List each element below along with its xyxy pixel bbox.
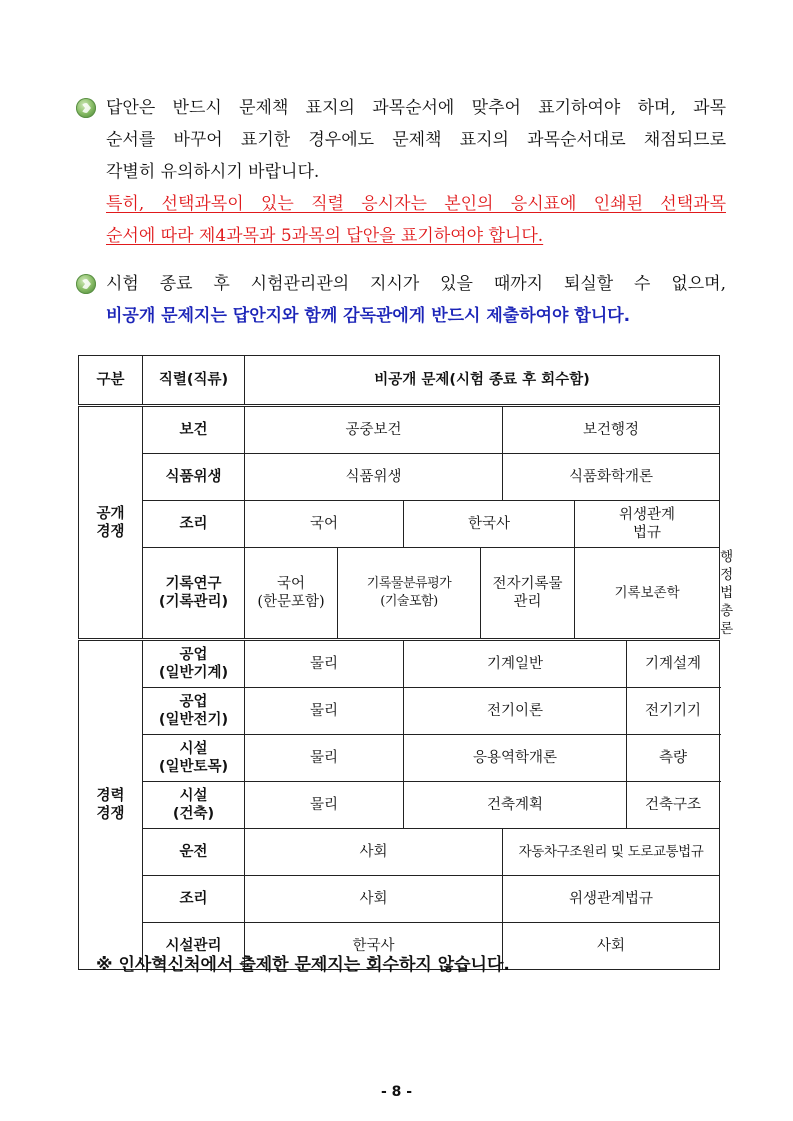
page-number: - 8 - [380,1084,413,1100]
subject-cell: 한국사 [404,501,575,548]
position-cell: 식품위생 [143,454,245,501]
table-row [79,782,720,829]
table-row [79,454,720,501]
subject-cell: 측량 [627,735,720,782]
header-position: 직렬(직류) [143,356,245,406]
subject-cell: 물리 [245,735,404,782]
subject-cell: 전자기록물 관리 [481,548,575,640]
table-header-row [79,356,720,406]
position-cell: 시설관리 [143,923,245,970]
notice-answer-order [76,92,726,252]
position-cell: 기록연구 (기록관리) [143,548,245,640]
subject-cell: 기록물분류평가 (기술포함) [338,548,481,640]
position-cell: 보건 [143,406,245,454]
table-row [79,829,720,876]
subject-cell: 국어 (한문포함) [245,548,338,640]
table-row [79,735,720,782]
subject-cell: 기계설계 [627,640,720,688]
subject-cell: 사회 [503,923,720,970]
table-row [79,640,720,688]
notice2-blue-line: 비공개 문제지는 답안지와 함께 감독관에게 반드시 제출하여야 합니다. [106,306,631,326]
notice1-red-line-1: 특히, 선택과목이 있는 직렬 응시자는 본인의 응시표에 인쇄된 선택과목 [106,194,726,214]
position-cell: 시설 (일반토목) [143,735,245,782]
subject-cell: 보건행정 [503,406,720,454]
subject-cell: 한국사 [245,923,503,970]
position-cell: 공업 (일반기계) [143,640,245,688]
subject-cell: 위생관계법규 [503,876,720,923]
subject-cell: 건축계획 [404,782,627,829]
table-row [79,501,720,548]
header-subjects: 비공개 문제(시험 종료 후 회수함) [245,356,720,406]
subject-cell: 공중보건 [245,406,503,454]
group-public: 공개 경쟁 [79,406,143,640]
subject-cell: 기록보존학 [575,548,720,640]
notice-exit [76,268,726,332]
bullet-icon [76,274,96,294]
subject-cell: 위생관계 법규 [575,501,720,548]
subject-cell: 기계일반 [404,640,627,688]
notice1-line-1: 답안은 반드시 문제책 표지의 과목순서에 맞추어 표기하여야 하며, 과목 [106,98,726,118]
subject-cell: 건축구조 [627,782,720,829]
notice1-line-3: 각별히 유의하시기 바랍니다. [106,162,320,182]
position-cell: 공업 (일반전기) [143,688,245,735]
group-career: 경력 경쟁 [79,640,143,970]
notice1-red-line-2: 순서에 따라 제4과목과 5과목의 답안을 표기하여야 합니다. [106,226,544,246]
table-row [79,406,720,454]
header-group: 구분 [79,356,143,406]
subject-cell: 국어 [245,501,404,548]
position-cell: 운전 [143,829,245,876]
subject-cell: 물리 [245,688,404,735]
position-cell: 시설 (건축) [143,782,245,829]
subject-cell: 물리 [245,640,404,688]
subject-cell: 식품화학개론 [503,454,720,501]
collection-note: ※ 인사혁신처에서 출제한 문제지는 회수하지 않습니다. [96,955,510,975]
subject-cell: 자동차구조원리 및 도로교통법규 [503,829,720,876]
subject-cell: 물리 [245,782,404,829]
position-cell: 조리 [143,501,245,548]
subject-cell: 식품위생 [245,454,503,501]
position-cell: 조리 [143,876,245,923]
subject-cell: 사회 [245,829,503,876]
table-row [79,876,720,923]
subject-cell: 응용역학개론 [404,735,627,782]
subject-cell: 사회 [245,876,503,923]
bullet-icon [76,98,96,118]
subject-cell: 전기이론 [404,688,627,735]
table-row [79,688,720,735]
table-row: 기록연구 (기록관리) 국어 (한문포함) 기록물분류평가 (기술포함) 전자기록물 관리 기록보존학 행정법총론 [79,548,720,640]
non-public-subjects-table [78,355,734,970]
subject-cell: 전기기기 [627,688,720,735]
notice2-line: 시험 종료 후 시험관리관의 지시가 있을 때까지 퇴실할 수 없으며, [106,274,726,294]
notice1-line-2: 순서를 바꾸어 표기한 경우에도 문제책 표지의 과목순서대로 채점되므로 [106,130,726,150]
